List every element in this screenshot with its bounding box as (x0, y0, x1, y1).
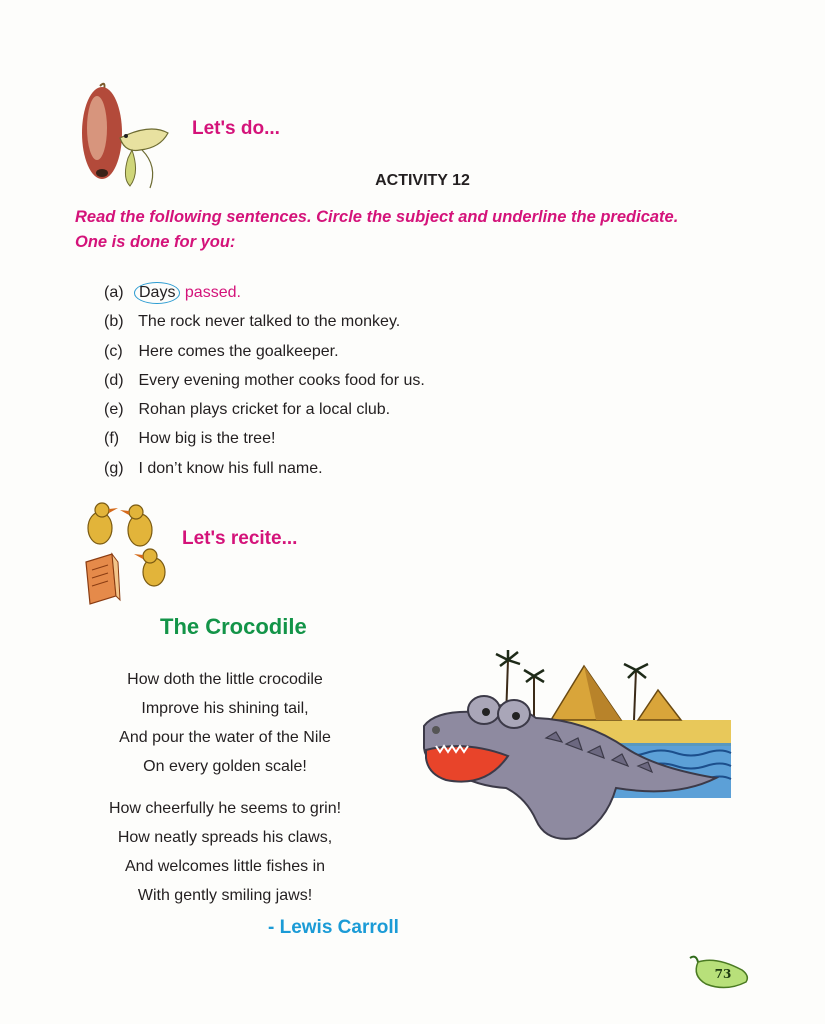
poem-author: - Lewis Carroll (268, 917, 399, 938)
sentence-item (104, 395, 425, 424)
poem-line: Improve his shining tail, (141, 700, 309, 717)
instruction-line-1: Read the following sentences. Circle the subject and underline the predicate. (75, 208, 679, 226)
poem-stanza-2 (85, 794, 365, 910)
lets-do-heading: Let's do... (192, 118, 280, 139)
sentence-text: I don’t know his full name. (138, 459, 323, 477)
sentence-label: (f) (104, 430, 120, 448)
page-number: 73 (714, 967, 732, 981)
sentence-text: How big is the tree! (138, 430, 276, 448)
poem-line: How doth the little crocodile (127, 671, 323, 688)
poem-line: And welcomes little fishes in (124, 858, 326, 875)
sentence-item (104, 366, 425, 395)
lets-recite-heading: Let's recite... (182, 528, 298, 549)
activity-title: ACTIVITY 12 (375, 172, 470, 189)
sentence-text: Rohan plays cricket for a local club. (138, 401, 391, 419)
sentence-item (104, 454, 425, 483)
sentence-list (104, 278, 425, 483)
sentence-label: (d) (104, 371, 124, 389)
sentence-item-example (104, 278, 425, 307)
sentence-item (104, 424, 425, 453)
activity-instruction (75, 205, 775, 255)
sentence-text: The rock never talked to the monkey. (138, 313, 401, 331)
sentence-label: (c) (104, 342, 123, 360)
sentence-text: Every evening mother cooks food for us. (138, 371, 425, 389)
crocodile-illustration (416, 648, 736, 848)
sentence-item (104, 337, 425, 366)
subject-circle: Days (134, 282, 180, 304)
poem-line: With gently smiling jaws! (137, 887, 313, 904)
sentence-text: Here comes the goalkeeper. (138, 342, 339, 360)
singing-birds-icon (74, 500, 174, 606)
poem-line: On every golden scale! (143, 758, 307, 775)
sentence-label: (b) (104, 313, 124, 331)
sentence-label: (e) (104, 401, 124, 419)
poem-line: How cheerfully he seems to grin! (108, 800, 342, 817)
poem-stanza-1 (85, 665, 365, 781)
poem-line: How neatly spreads his claws, (117, 829, 333, 846)
sentence-label: (a) (104, 284, 124, 301)
sentence-label: (g) (104, 459, 124, 477)
instruction-line-2: One is done for you: (75, 233, 236, 251)
poem-title: The Crocodile (160, 614, 307, 639)
predicate-text: passed. (184, 284, 241, 301)
poem-line: And pour the water of the Nile (119, 729, 331, 746)
sentence-item (104, 307, 425, 336)
